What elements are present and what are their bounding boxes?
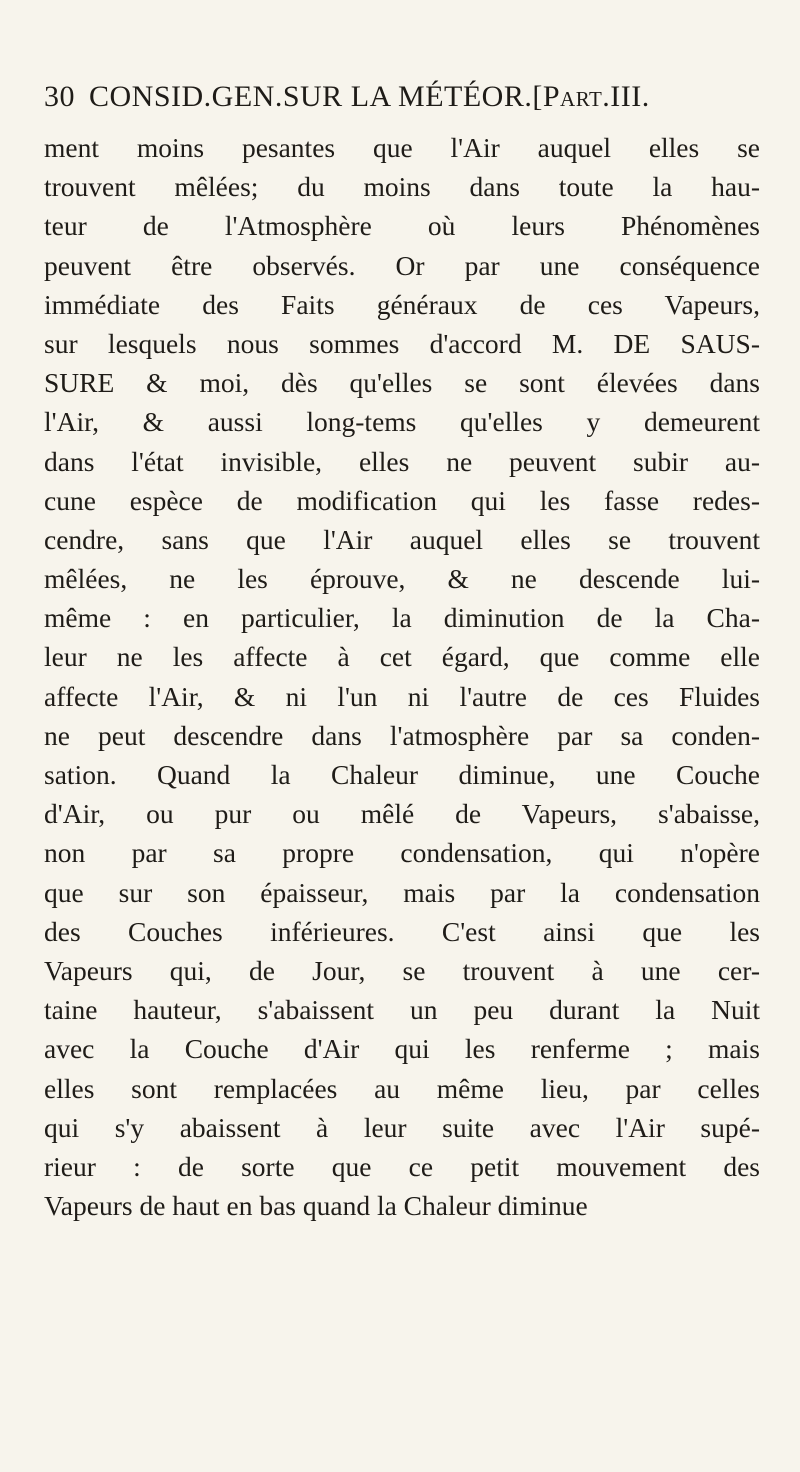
body-text xyxy=(44,128,760,1225)
running-title: CONSID.GEN.SUR LA MÉTÉOR.[Part.III. xyxy=(89,80,650,113)
text-line: SURE & moi, dès qu'elles se sont élevées dans xyxy=(44,367,760,399)
text-line: que sur son épaisseur, mais par la condensation xyxy=(44,876,760,908)
text-line: affecte l'Air, & ni l'un ni l'autre de ces Fluides xyxy=(44,680,760,712)
text-line: taine hauteur, s'abaissent un peu durant la Nuit xyxy=(44,994,760,1026)
text-line: cendre, sans que l'Air auquel elles se trouvent xyxy=(44,523,760,555)
text-line: qui s'y abaissent à leur suite avec l'Air supé- xyxy=(44,1111,760,1143)
text-line: mêlées, ne les éprouve, & ne descende lui- xyxy=(44,563,760,595)
text-line: trouvent mêlées; du moins dans toute la hau- xyxy=(44,171,760,203)
text-line: ne peut descendre dans l'atmosphère par sa conden- xyxy=(44,719,760,751)
text-line: dans l'état invisible, elles ne peuvent subir au- xyxy=(44,445,760,477)
text-line: l'Air, & aussi long-tems qu'elles y demeurent xyxy=(44,406,760,438)
page-number: 30 xyxy=(44,80,75,113)
text-line: sur lesquels nous sommes d'accord M. DE SAUS- xyxy=(44,327,760,359)
text-line: rieur : de sorte que ce petit mouvement des xyxy=(44,1150,760,1182)
text-line: même : en particulier, la diminution de la Cha- xyxy=(44,602,760,634)
text-line: d'Air, ou pur ou mêlé de Vapeurs, s'abaisse, xyxy=(44,798,760,830)
text-line: elles sont remplacées au même lieu, par celles xyxy=(44,1072,760,1104)
text-line: leur ne les affecte à cet égard, que comme elle xyxy=(44,641,760,673)
text-line: peuvent être observés. Or par une conséquence xyxy=(44,249,760,281)
text-line: des Couches inférieures. C'est ainsi que les xyxy=(44,915,760,947)
text-line: Vapeurs qui, de Jour, se trouvent à une cer- xyxy=(44,954,760,986)
text-line: teur de l'Atmosphère où leurs Phénomènes xyxy=(44,210,760,242)
text-line: cune espèce de modification qui les fasse redes- xyxy=(44,484,760,516)
text-line: immédiate des Faits généraux de ces Vapeurs, xyxy=(44,288,760,320)
text-line: sation. Quand la Chaleur diminue, une Couche xyxy=(44,759,760,790)
text-line: Vapeurs de haut en bas quand la Chaleur diminue xyxy=(44,1190,588,1222)
page-header xyxy=(44,80,760,120)
text-line: ment moins pesantes que l'Air auquel elles se xyxy=(44,132,760,163)
text-line: avec la Couche d'Air qui les renferme ; mais xyxy=(44,1033,760,1065)
text-line: non par sa propre condensation, qui n'opère xyxy=(44,837,760,869)
